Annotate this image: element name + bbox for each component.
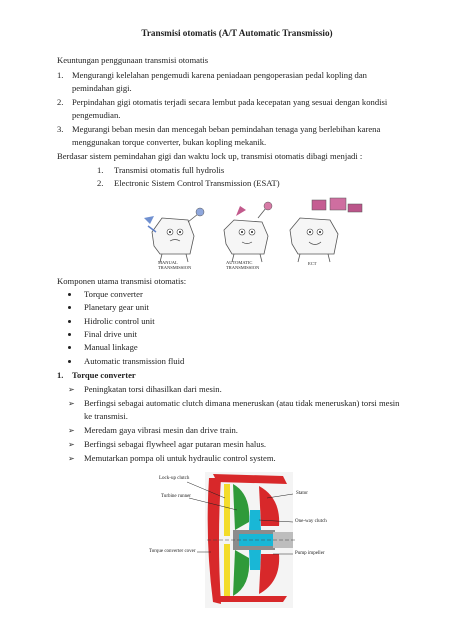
component-item: Torque converter: [84, 289, 143, 299]
advantage-text: Perpindahan gigi otomatis terjadi secara lembut pada kecepatan yang sesuai dengan kondisi: [72, 97, 388, 107]
label-torque-converter-cover: Torque converter cover: [149, 549, 196, 554]
bullet-icon: [68, 320, 71, 323]
advantage-text: Mengurangi kelelahan pengemudi karena peniadaan pengoperasian pedal kopling dan: [72, 70, 367, 80]
type-text: Electronic Sistem Control Transmission (ESAT): [114, 178, 280, 188]
components-heading: Komponen utama transmisi otomatis:: [57, 276, 187, 286]
division-sentence: Berdasar sistem pemindahan gigi dan waktu lock up, transmisi otomatis dibagi menjadi :: [57, 151, 363, 161]
cartoon-label-automatic: AUTOMATIC TRANSMISSION: [226, 260, 260, 270]
type-number: 1.: [97, 165, 104, 175]
advantage-text-cont: pengemudian.: [72, 110, 121, 120]
manual-transmission-figure: [144, 208, 204, 262]
torque-point: Meredam gaya vibrasi mesin dan drive train.: [84, 425, 238, 435]
arrow-bullet-icon: ➢: [68, 440, 75, 449]
torque-point: Peningkatan torsi dihasilkan dari mesin.: [84, 384, 222, 394]
transmission-cartoon-figures: [140, 196, 372, 270]
component-item: Automatic transmission fluid: [84, 356, 185, 366]
component-item: Manual linkage: [84, 342, 138, 352]
section-number: 1.: [57, 370, 64, 380]
advantages-heading: Keuntungan penggunaan transmisi otomatis: [57, 55, 209, 65]
section-heading-torque-converter: Torque converter: [72, 370, 136, 380]
arrow-bullet-icon: ➢: [68, 426, 75, 435]
torque-point-cont: ke transmisi.: [84, 411, 128, 421]
torque-point: Berfingsi sebagai automatic clutch dimana meneruskan (atau tidak meneruskan) torsi mesin: [84, 398, 400, 408]
page-title: Transmisi otomatis (A/T Automatic Transmissio): [141, 28, 333, 38]
automatic-transmission-figure: [224, 202, 272, 262]
arrow-bullet-icon: ➢: [68, 454, 75, 463]
component-item: Hidrolic control unit: [84, 316, 155, 326]
advantage-number: 2.: [57, 97, 64, 107]
component-item: Planetary gear unit: [84, 302, 149, 312]
advantage-text-cont: menggunakan torque converter, bukan kopling mekanik.: [72, 137, 267, 147]
label-turbine-runner: Turbine runner: [161, 494, 191, 499]
label-one-way-clutch: One-way clutch: [295, 519, 327, 524]
ect-figure: [290, 198, 362, 262]
torque-point: Berfingsi sebagai flywheel agar putaran mesin halus.: [84, 439, 267, 449]
label-stator: Stator: [296, 491, 308, 496]
bullet-icon: [68, 333, 71, 336]
bullet-icon: [68, 306, 71, 309]
cartoon-label-ect: ECT: [308, 261, 317, 266]
component-item: Final drive unit: [84, 329, 137, 339]
advantage-text: Megurangi beban mesin dan mencegah beban pemindahan tenaga yang berlebihan karena: [72, 124, 381, 134]
arrow-bullet-icon: ➢: [68, 399, 75, 408]
type-text: Transmisi otomatis full hydrolis: [114, 165, 225, 175]
cartoon-label-manual: MANUAL TRANSMISSION: [158, 260, 192, 270]
arrow-bullet-icon: ➢: [68, 385, 75, 394]
advantage-number: 1.: [57, 70, 64, 80]
transmission-types-illustration: [140, 196, 372, 270]
type-number: 2.: [97, 178, 104, 188]
advantage-text-cont: pemindahan gigi.: [72, 83, 132, 93]
bullet-icon: [68, 360, 71, 363]
torque-converter-diagram: [147, 470, 331, 610]
bullet-icon: [68, 346, 71, 349]
label-pump-impeller: Pump impeller: [295, 551, 325, 556]
torque-point: Memutarkan pompa oli untuk hydraulic control system.: [84, 453, 276, 463]
bullet-icon: [68, 293, 71, 296]
label-lockup-clutch: Lock-up clutch: [159, 476, 190, 481]
advantage-number: 3.: [57, 124, 64, 134]
